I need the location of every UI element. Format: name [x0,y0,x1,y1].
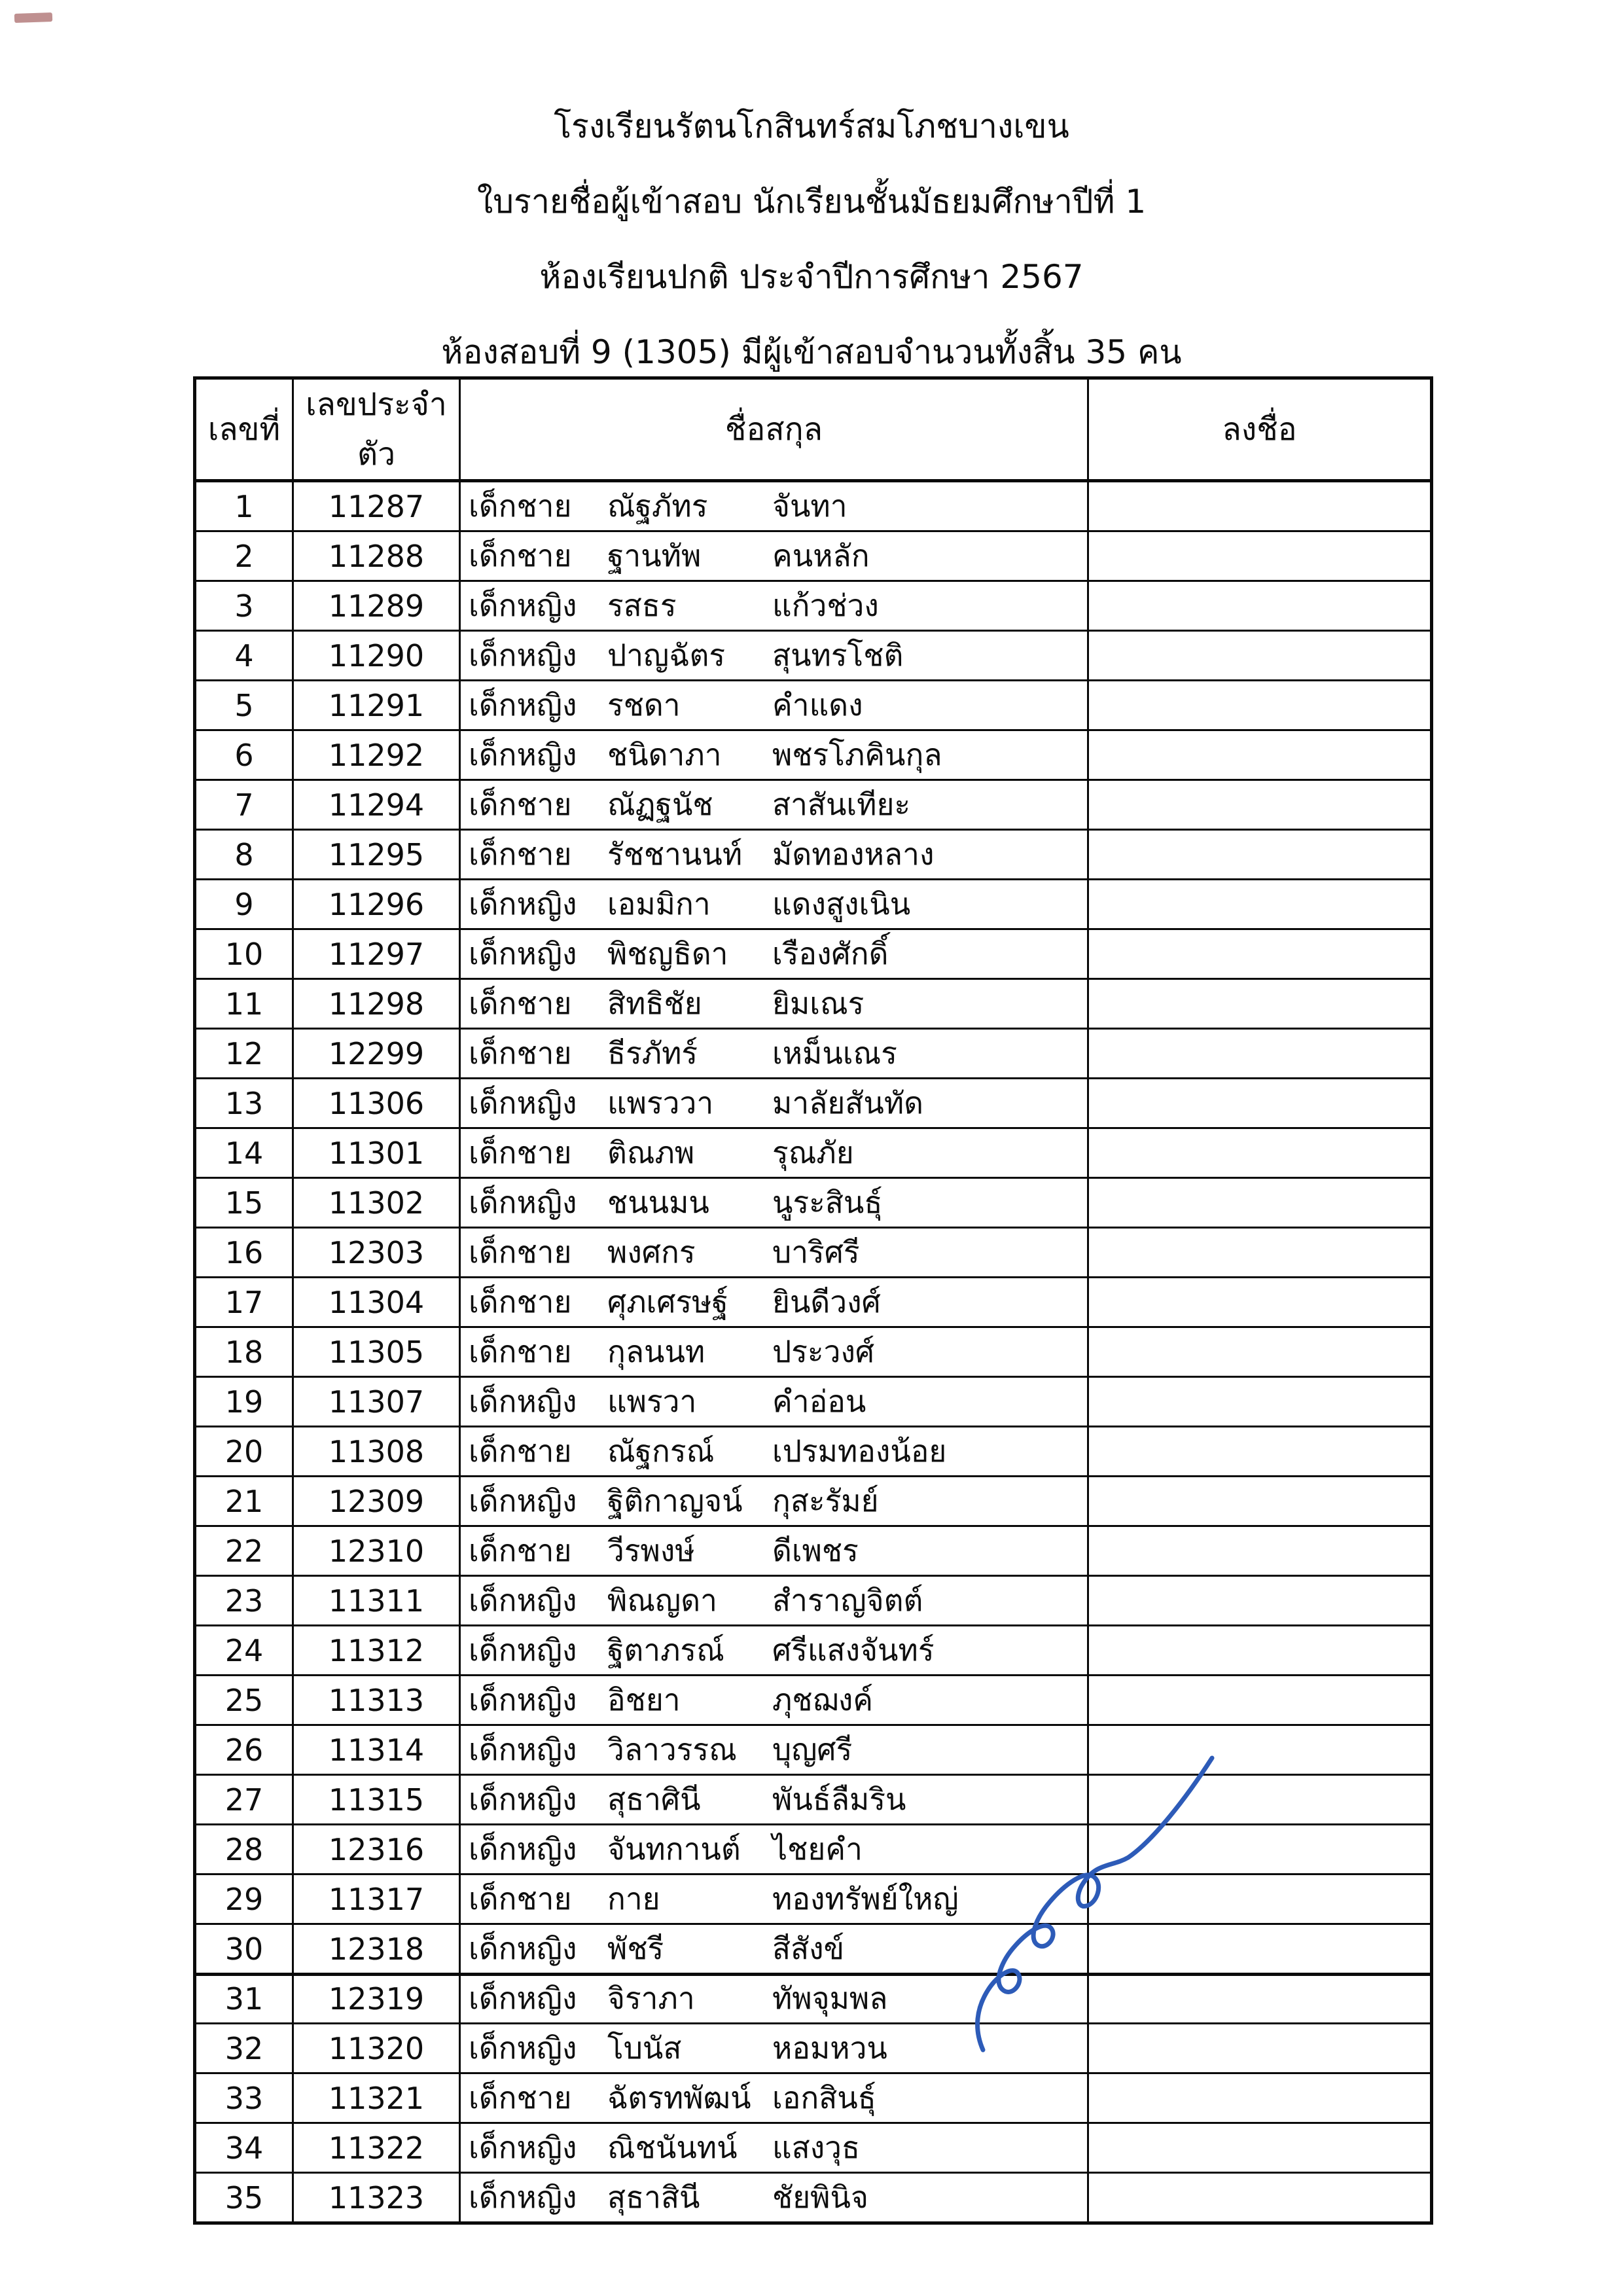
table-row [195,1228,1432,1278]
table-row [195,2123,1432,2173]
student-last-name: พันธ์ลืมริน [772,1782,906,1817]
row-number-cell: 26 [195,1725,293,1775]
student-first-name: กุลนนท [607,1334,705,1369]
table-row [195,1427,1432,1477]
student-id-cell: 11308 [293,1427,460,1477]
student-id-cell: 11312 [293,1626,460,1676]
student-name-cell [460,1228,1088,1278]
student-id-cell: 11298 [293,979,460,1029]
signature-cell [1088,2024,1432,2073]
student-title: เด็กชาย [469,1433,572,1469]
student-id-cell: 11323 [293,2173,460,2223]
table-row [195,1327,1432,1377]
signature-cell [1088,1427,1432,1477]
student-first-name: ปาญฉัตร [607,637,726,673]
student-title: เด็กหญิง [469,1931,577,1966]
student-title: เด็กหญิง [469,2179,577,2215]
signature-cell [1088,1079,1432,1128]
student-id-cell: 11301 [293,1128,460,1178]
signature-cell [1088,1725,1432,1775]
row-number-cell: 31 [195,1974,293,2024]
student-name-cell [460,681,1088,730]
row-number-cell: 8 [195,830,293,880]
row-number-cell: 21 [195,1477,293,1526]
signature-cell [1088,1128,1432,1178]
signature-cell [1088,1676,1432,1725]
student-last-name: กุสะรัมย์ [772,1483,879,1518]
table-row [195,2073,1432,2123]
student-title: เด็กหญิง [469,1583,577,1618]
column-header-signature: ลงชื่อ [1088,378,1432,481]
student-title: เด็กหญิง [469,1732,577,1767]
student-name-cell [460,830,1088,880]
row-number-cell: 30 [195,1924,293,1974]
student-first-name: ชนนมน [607,1185,709,1220]
student-id-cell: 11314 [293,1725,460,1775]
row-number-cell: 2 [195,531,293,581]
table-row [195,1178,1432,1228]
student-last-name: ไชยคำ [772,1831,863,1867]
signature-cell [1088,2173,1432,2223]
student-last-name: บุญศรี [772,1732,853,1767]
student-id-cell: 12318 [293,1924,460,1974]
student-last-name: ทองทรัพย์ใหญ่ [772,1881,959,1916]
row-number-cell: 20 [195,1427,293,1477]
school-name: โรงเรียนรัตนโกสินทร์สมโภชบางเขน [554,107,1069,145]
student-id-cell: 11322 [293,2123,460,2173]
signature-cell [1088,1626,1432,1676]
signature-cell [1088,979,1432,1029]
table-header [195,378,1432,481]
student-first-name: จิราภา [607,1981,695,2016]
student-id-cell: 11306 [293,1079,460,1128]
student-title: เด็กชาย [469,1035,572,1071]
student-name-cell [460,1377,1088,1427]
row-number-cell: 23 [195,1576,293,1626]
table-row [195,1526,1432,1576]
student-title: เด็กชาย [469,836,572,872]
student-id-cell: 11305 [293,1327,460,1377]
student-title: เด็กหญิง [469,936,577,971]
student-title: เด็กชาย [469,1135,572,1170]
row-number-cell: 34 [195,2123,293,2173]
table-row [195,730,1432,780]
student-first-name: พัชรี [607,1931,664,1966]
student-title: เด็กหญิง [469,588,577,623]
student-title: เด็กหญิง [469,1632,577,1668]
student-first-name: ติณภพ [607,1135,695,1170]
signature-cell [1088,631,1432,681]
student-name-cell [460,2173,1088,2223]
row-number-cell: 5 [195,681,293,730]
row-number-cell: 33 [195,2073,293,2123]
student-name-cell [460,631,1088,681]
student-title: เด็กหญิง [469,737,577,772]
table-row [195,1725,1432,1775]
student-first-name: ฐานทัพ [607,538,702,573]
signature-cell [1088,681,1432,730]
student-id-cell: 11321 [293,2073,460,2123]
student-first-name: พงศกร [607,1234,696,1270]
student-name-cell [460,1725,1088,1775]
student-first-name: เอมมิกา [607,886,711,922]
student-first-name: สุธาศินี [607,1782,701,1817]
student-first-name: ณิชนันทน์ [607,2130,738,2165]
student-title: เด็กหญิง [469,1831,577,1867]
student-name-cell [460,1775,1088,1825]
signature-cell [1088,1825,1432,1874]
column-header-number: เลขที่ [195,378,293,481]
student-name-cell [460,1974,1088,2024]
table-row [195,1626,1432,1676]
student-last-name: ยิมเณร [772,986,865,1021]
student-last-name: รุณภัย [772,1135,854,1170]
row-number-cell: 25 [195,1676,293,1725]
row-number-cell: 1 [195,481,293,531]
signature-cell [1088,780,1432,830]
document-title: ใบรายชื่อผู้เข้าสอบ นักเรียนชั้นมัธยมศึกษาปีที่ 1 [476,183,1147,221]
student-id-cell: 12299 [293,1029,460,1079]
table-row [195,2173,1432,2223]
student-id-cell: 11291 [293,681,460,730]
table-row [195,1924,1432,1974]
student-last-name: พชรโภคินกุล [772,737,942,772]
student-last-name: คำแดง [772,687,863,723]
row-number-cell: 9 [195,880,293,929]
student-first-name: แพรววา [607,1085,714,1121]
student-first-name: กาย [607,1881,660,1916]
student-title: เด็กหญิง [469,1782,577,1817]
row-number-cell: 18 [195,1327,293,1377]
student-name-cell [460,481,1088,531]
scan-artifact [14,12,52,23]
student-name-cell [460,880,1088,929]
row-number-cell: 29 [195,1874,293,1924]
student-last-name: ยินดีวงศ์ [772,1284,881,1319]
student-name-cell [460,1825,1088,1874]
student-first-name: อิชยา [607,1682,681,1717]
student-name-cell [460,1029,1088,1079]
table-row [195,1079,1432,1128]
student-last-name: ชัยพินิจ [772,2179,868,2215]
student-last-name: ดีเพชร [772,1533,859,1568]
student-last-name: ภุชฌงค์ [772,1682,874,1717]
student-id-cell: 12310 [293,1526,460,1576]
signature-cell [1088,2073,1432,2123]
student-name-cell [460,730,1088,780]
student-first-name: ณัฐกรณ์ [607,1433,715,1469]
student-last-name: จันทา [772,488,847,524]
student-last-name: สีสังข์ [772,1931,845,1966]
student-title: เด็กหญิง [469,2130,577,2165]
student-title: เด็กชาย [469,1234,572,1270]
signature-cell [1088,2123,1432,2173]
signature-cell [1088,1775,1432,1825]
student-last-name: บาริศรี [772,1234,860,1270]
table-row [195,631,1432,681]
student-last-name: คนหลัก [772,538,870,573]
signature-cell [1088,1526,1432,1576]
student-last-name: หอมหวน [772,2030,887,2066]
student-id-cell: 11292 [293,730,460,780]
row-number-cell: 7 [195,780,293,830]
student-id-cell: 12316 [293,1825,460,1874]
student-title: เด็กชาย [469,538,572,573]
classroom-and-year: ห้องเรียนปกติ ประจำปีการศึกษา 2567 [539,258,1084,296]
row-number-cell: 10 [195,929,293,979]
row-number-cell: 13 [195,1079,293,1128]
student-title: เด็กหญิง [469,1483,577,1518]
student-id-cell: 11289 [293,581,460,631]
table-row [195,2024,1432,2073]
student-first-name: วีรพงษ์ [607,1533,695,1568]
student-last-name: มาลัยสันทัด [772,1085,924,1121]
student-title: เด็กหญิง [469,1085,577,1121]
column-header-student-id: เลขประจำตัว [293,378,460,481]
row-number-cell: 27 [195,1775,293,1825]
table-row [195,1278,1432,1327]
student-first-name: สุธาสินี [607,2179,700,2215]
student-first-name: โบนัส [607,2030,682,2066]
student-name-cell [460,1079,1088,1128]
student-title: เด็กหญิง [469,886,577,922]
student-last-name: สุนทรโชติ [772,637,904,673]
student-name-cell [460,929,1088,979]
signature-cell [1088,1178,1432,1228]
student-id-cell: 12303 [293,1228,460,1278]
student-id-cell: 11294 [293,780,460,830]
student-id-cell: 11297 [293,929,460,979]
student-id-cell: 12309 [293,1477,460,1526]
student-first-name: จันทกานต์ [607,1831,741,1867]
signature-cell [1088,1576,1432,1626]
student-id-cell: 11302 [293,1178,460,1228]
student-title: เด็กหญิง [469,637,577,673]
student-title: เด็กชาย [469,787,572,822]
student-last-name: เหม็นเณร [772,1035,897,1071]
student-last-name: ทัพจุมพล [772,1981,888,2016]
table-row [195,830,1432,880]
table-row [195,880,1432,929]
row-number-cell: 17 [195,1278,293,1327]
student-last-name: สำราญจิตต์ [772,1583,923,1618]
signature-cell [1088,929,1432,979]
table-row [195,1128,1432,1178]
signature-cell [1088,1278,1432,1327]
student-title: เด็กหญิง [469,1981,577,2016]
student-name-cell [460,581,1088,631]
student-last-name: เรืองศักดิ์ [772,936,889,971]
signature-cell [1088,1924,1432,1974]
student-name-cell [460,1427,1088,1477]
signature-cell [1088,531,1432,581]
signature-cell [1088,1477,1432,1526]
row-number-cell: 4 [195,631,293,681]
student-name-cell [460,780,1088,830]
signature-cell [1088,1029,1432,1079]
student-name-cell [460,1477,1088,1526]
student-name-cell [460,1924,1088,1974]
student-name-cell [460,2123,1088,2173]
student-last-name: แดงสูงเนิน [772,886,911,922]
student-first-name: ฉัตรทพัฒน์ [607,2080,751,2115]
table-row [195,481,1432,531]
table-row [195,1775,1432,1825]
table-row [195,1029,1432,1079]
table-header-row [195,378,1432,481]
row-number-cell: 11 [195,979,293,1029]
student-title: เด็กชาย [469,488,572,524]
table-row [195,780,1432,830]
student-name-cell [460,1327,1088,1377]
student-first-name: วิลาวรรณ [607,1732,737,1767]
student-title: เด็กชาย [469,986,572,1021]
row-number-cell: 28 [195,1825,293,1874]
signature-cell [1088,581,1432,631]
student-last-name: มัดทองหลาง [772,836,935,872]
student-name-cell [460,2073,1088,2123]
student-first-name: ชนิดาภา [607,737,722,772]
student-first-name: ศุภเศรษฐ์ [607,1284,728,1319]
student-title: เด็กชาย [469,1881,572,1916]
table-row [195,531,1432,581]
student-last-name: เอกสินธุ์ [772,2080,876,2115]
table-row [195,1576,1432,1626]
student-name-cell [460,1526,1088,1576]
column-header-name: ชื่อสกุล [460,378,1088,481]
student-first-name: ณัฐภัทร [607,488,708,524]
row-number-cell: 32 [195,2024,293,2073]
student-title: เด็กหญิง [469,1185,577,1220]
student-first-name: พิณญดา [607,1583,717,1618]
student-name-cell [460,531,1088,581]
signature-cell [1088,1974,1432,2024]
student-first-name: รชดา [607,687,681,723]
student-name-cell [460,1874,1088,1924]
student-name-cell [460,1278,1088,1327]
signature-cell [1088,1377,1432,1427]
table-row [195,979,1432,1029]
row-number-cell: 16 [195,1228,293,1278]
row-number-cell: 22 [195,1526,293,1576]
table-row [195,1377,1432,1427]
student-name-cell [460,2024,1088,2073]
student-first-name: ธีรภัทร์ [607,1035,698,1071]
student-id-cell: 11311 [293,1576,460,1626]
student-name-cell [460,1178,1088,1228]
student-first-name: ณัฏฐนัช [607,787,713,822]
row-number-cell: 24 [195,1626,293,1676]
student-title: เด็กชาย [469,2080,572,2115]
signature-cell [1088,1874,1432,1924]
table-row [195,681,1432,730]
student-id-cell: 11315 [293,1775,460,1825]
table-body [195,481,1432,2223]
student-last-name: ศรีแสงจันทร์ [772,1632,935,1668]
row-number-cell: 14 [195,1128,293,1178]
row-number-cell: 19 [195,1377,293,1427]
student-name-cell [460,1676,1088,1725]
student-title: เด็กหญิง [469,687,577,723]
student-title: เด็กชาย [469,1334,572,1369]
student-last-name: สาสันเทียะ [772,787,911,822]
student-id-cell: 11295 [293,830,460,880]
student-id-cell: 11317 [293,1874,460,1924]
student-id-cell: 11304 [293,1278,460,1327]
signature-cell [1088,880,1432,929]
row-number-cell: 35 [195,2173,293,2223]
student-first-name: แพรวา [607,1384,697,1419]
student-id-cell: 11296 [293,880,460,929]
table-row [195,581,1432,631]
row-number-cell: 15 [195,1178,293,1228]
student-last-name: แสงวุธ [772,2130,861,2165]
student-name-cell [460,1626,1088,1676]
student-last-name: เปรมทองน้อย [772,1433,947,1469]
student-first-name: รสธร [607,588,677,623]
student-first-name: พิชญธิดา [607,936,728,971]
table-row [195,1874,1432,1924]
student-title: เด็กหญิง [469,2030,577,2066]
table-row [195,1974,1432,2024]
signature-cell [1088,481,1432,531]
table-bottom-rule [193,1973,1430,1976]
student-title: เด็กชาย [469,1284,572,1319]
signature-cell [1088,830,1432,880]
student-name-cell [460,1128,1088,1178]
student-title: เด็กชาย [469,1533,572,1568]
student-first-name: สิทธิชัย [607,986,702,1021]
signature-cell [1088,730,1432,780]
student-title: เด็กหญิง [469,1682,577,1717]
student-first-name: ฐิติกาญจน์ [607,1483,743,1518]
student-id-cell: 11288 [293,531,460,581]
student-last-name: คำอ่อน [772,1384,866,1419]
student-name-cell [460,1576,1088,1626]
table-row [195,1676,1432,1725]
student-id-cell: 11307 [293,1377,460,1427]
signature-cell [1088,1228,1432,1278]
row-number-cell: 3 [195,581,293,631]
table-row [195,1477,1432,1526]
student-last-name: แก้วช่วง [772,588,879,623]
student-last-name: นูระสินธุ์ [772,1185,883,1220]
table-row [195,929,1432,979]
table-row [195,1825,1432,1874]
student-first-name: ฐิตาภรณ์ [607,1632,724,1668]
row-number-cell: 6 [195,730,293,780]
student-id-cell: 11320 [293,2024,460,2073]
student-name-cell [460,979,1088,1029]
student-table [193,376,1433,2225]
student-first-name: รัชชานนท์ [607,836,743,872]
student-title: เด็กหญิง [469,1384,577,1419]
row-number-cell: 12 [195,1029,293,1079]
student-id-cell: 12319 [293,1974,460,2024]
student-last-name: ประวงศ์ [772,1334,875,1369]
student-id-cell: 11290 [293,631,460,681]
student-id-cell: 11287 [293,481,460,531]
signature-cell [1088,1327,1432,1377]
exam-room-info: ห้องสอบที่ 9 (1305) มีผู้เข้าสอบจำนวนทั้งสิ้น 35 คน [441,333,1182,371]
student-id-cell: 11313 [293,1676,460,1725]
